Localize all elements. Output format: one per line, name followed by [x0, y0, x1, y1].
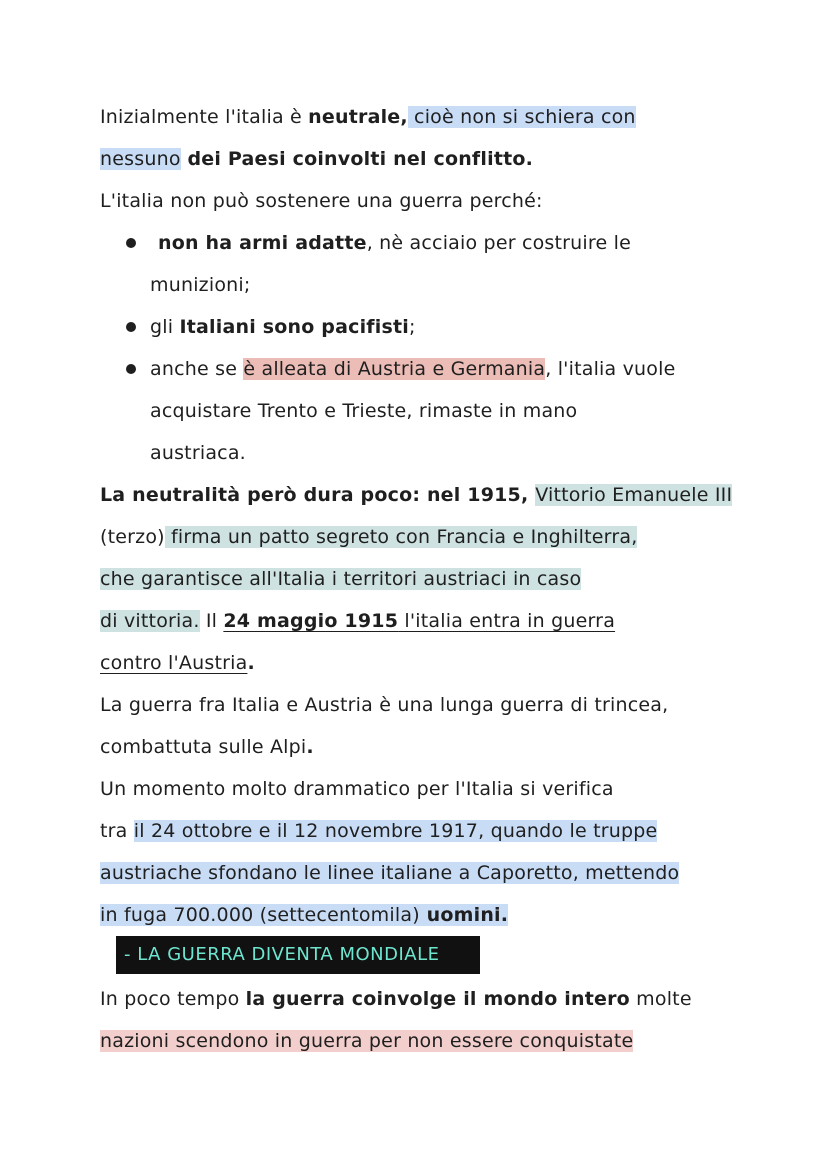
text-line [100, 138, 533, 180]
bold-text: neutrale, [308, 106, 408, 128]
text-span: acquistare Trento e Trieste, rimaste in mano [150, 400, 578, 422]
text-line [100, 768, 614, 810]
text-span: munizioni; [150, 274, 251, 296]
text-span: Inizialmente l'italia è [100, 106, 309, 128]
text-line [100, 642, 255, 684]
underlined-text: contro l'Austria [100, 652, 248, 674]
text-line [100, 96, 636, 138]
text-line [100, 516, 637, 558]
bold-text: La neutralità però dura poco: nel 1915, [100, 484, 536, 506]
text-line [100, 852, 679, 894]
text-span: tra [100, 820, 134, 842]
highlighted-text: cioè non si schiera con [407, 106, 636, 128]
text-span: Il [199, 610, 224, 632]
highlighted-text: che garantisce all'Italia i territori austriaci in caso [100, 568, 582, 590]
highlighted-text: in fuga 700.000 (settecentomila) [100, 904, 420, 926]
text-span: molte [629, 988, 692, 1010]
highlighted-text: di vittoria. [100, 610, 200, 632]
text-span: . [306, 736, 314, 758]
highlighted-text: firma un patto segreto con Francia e Inghilterra, [164, 526, 638, 548]
highlighted-text: nessuno [100, 148, 181, 170]
text-line [100, 180, 543, 222]
text-line [100, 810, 657, 852]
text-span: austriaca. [150, 442, 246, 464]
text-line [100, 684, 668, 726]
bullet-line [150, 348, 676, 390]
date-text: 24 maggio 1915 [223, 610, 399, 632]
bold-text: la guerra coinvolge il mondo intero [245, 988, 630, 1010]
text-span: combattuta sulle Alpi [100, 736, 307, 758]
bold-text: Italiani sono pacifisti [179, 316, 409, 338]
bold-text: dei Paesi coinvolti nel conflitto. [180, 148, 534, 170]
text-span: , nè acciaio per costruire le [366, 232, 631, 254]
bullet-line-cont [150, 390, 577, 432]
text-span: gli [150, 316, 180, 338]
text-span: Un momento molto drammatico per l'Italia si verifica [100, 778, 614, 800]
text-line [100, 558, 581, 600]
text-line [100, 978, 692, 1020]
bullet-line-cont [150, 264, 250, 306]
text-span: L'italia non può sostenere una guerra perché: [100, 190, 543, 212]
text-span: ; [408, 316, 416, 338]
text-span: La guerra fra Italia e Austria è una lunga guerra di trincea, [100, 694, 669, 716]
highlighted-text: nazioni scendono in guerra per non essere conquistate [100, 1030, 634, 1052]
text-line [100, 894, 508, 936]
text-line [100, 600, 615, 642]
highlighted-text: Vittorio Emanuele III [535, 484, 733, 506]
highlighted-text: austriache sfondano le linee italiane a Caporetto, mettendo [100, 862, 680, 884]
text-span: , l'italia vuole [545, 358, 676, 380]
text-span: anche se [150, 358, 244, 380]
text-span: (terzo) [100, 526, 165, 548]
highlighted-text: uomini. [419, 904, 509, 926]
text-line [100, 726, 314, 768]
bold-text: non ha armi adatte [158, 232, 367, 254]
bullet-icon [126, 322, 136, 332]
text-line [100, 1020, 633, 1062]
text-span: . [247, 652, 255, 674]
section-heading: - LA GUERRA DIVENTA MONDIALE [116, 936, 480, 974]
bullet-line [158, 222, 631, 264]
bullet-icon [126, 238, 136, 248]
highlighted-text: è alleata di Austria e Germania [243, 358, 546, 380]
text-line [100, 474, 732, 516]
underlined-text: l'italia entra in guerra [398, 610, 616, 632]
bullet-icon [126, 364, 136, 374]
bullet-line [150, 306, 416, 348]
text-span: In poco tempo [100, 988, 246, 1010]
highlighted-text: il 24 ottobre e il 12 novembre 1917, quando le truppe [133, 820, 658, 842]
bullet-line-cont [150, 432, 246, 474]
